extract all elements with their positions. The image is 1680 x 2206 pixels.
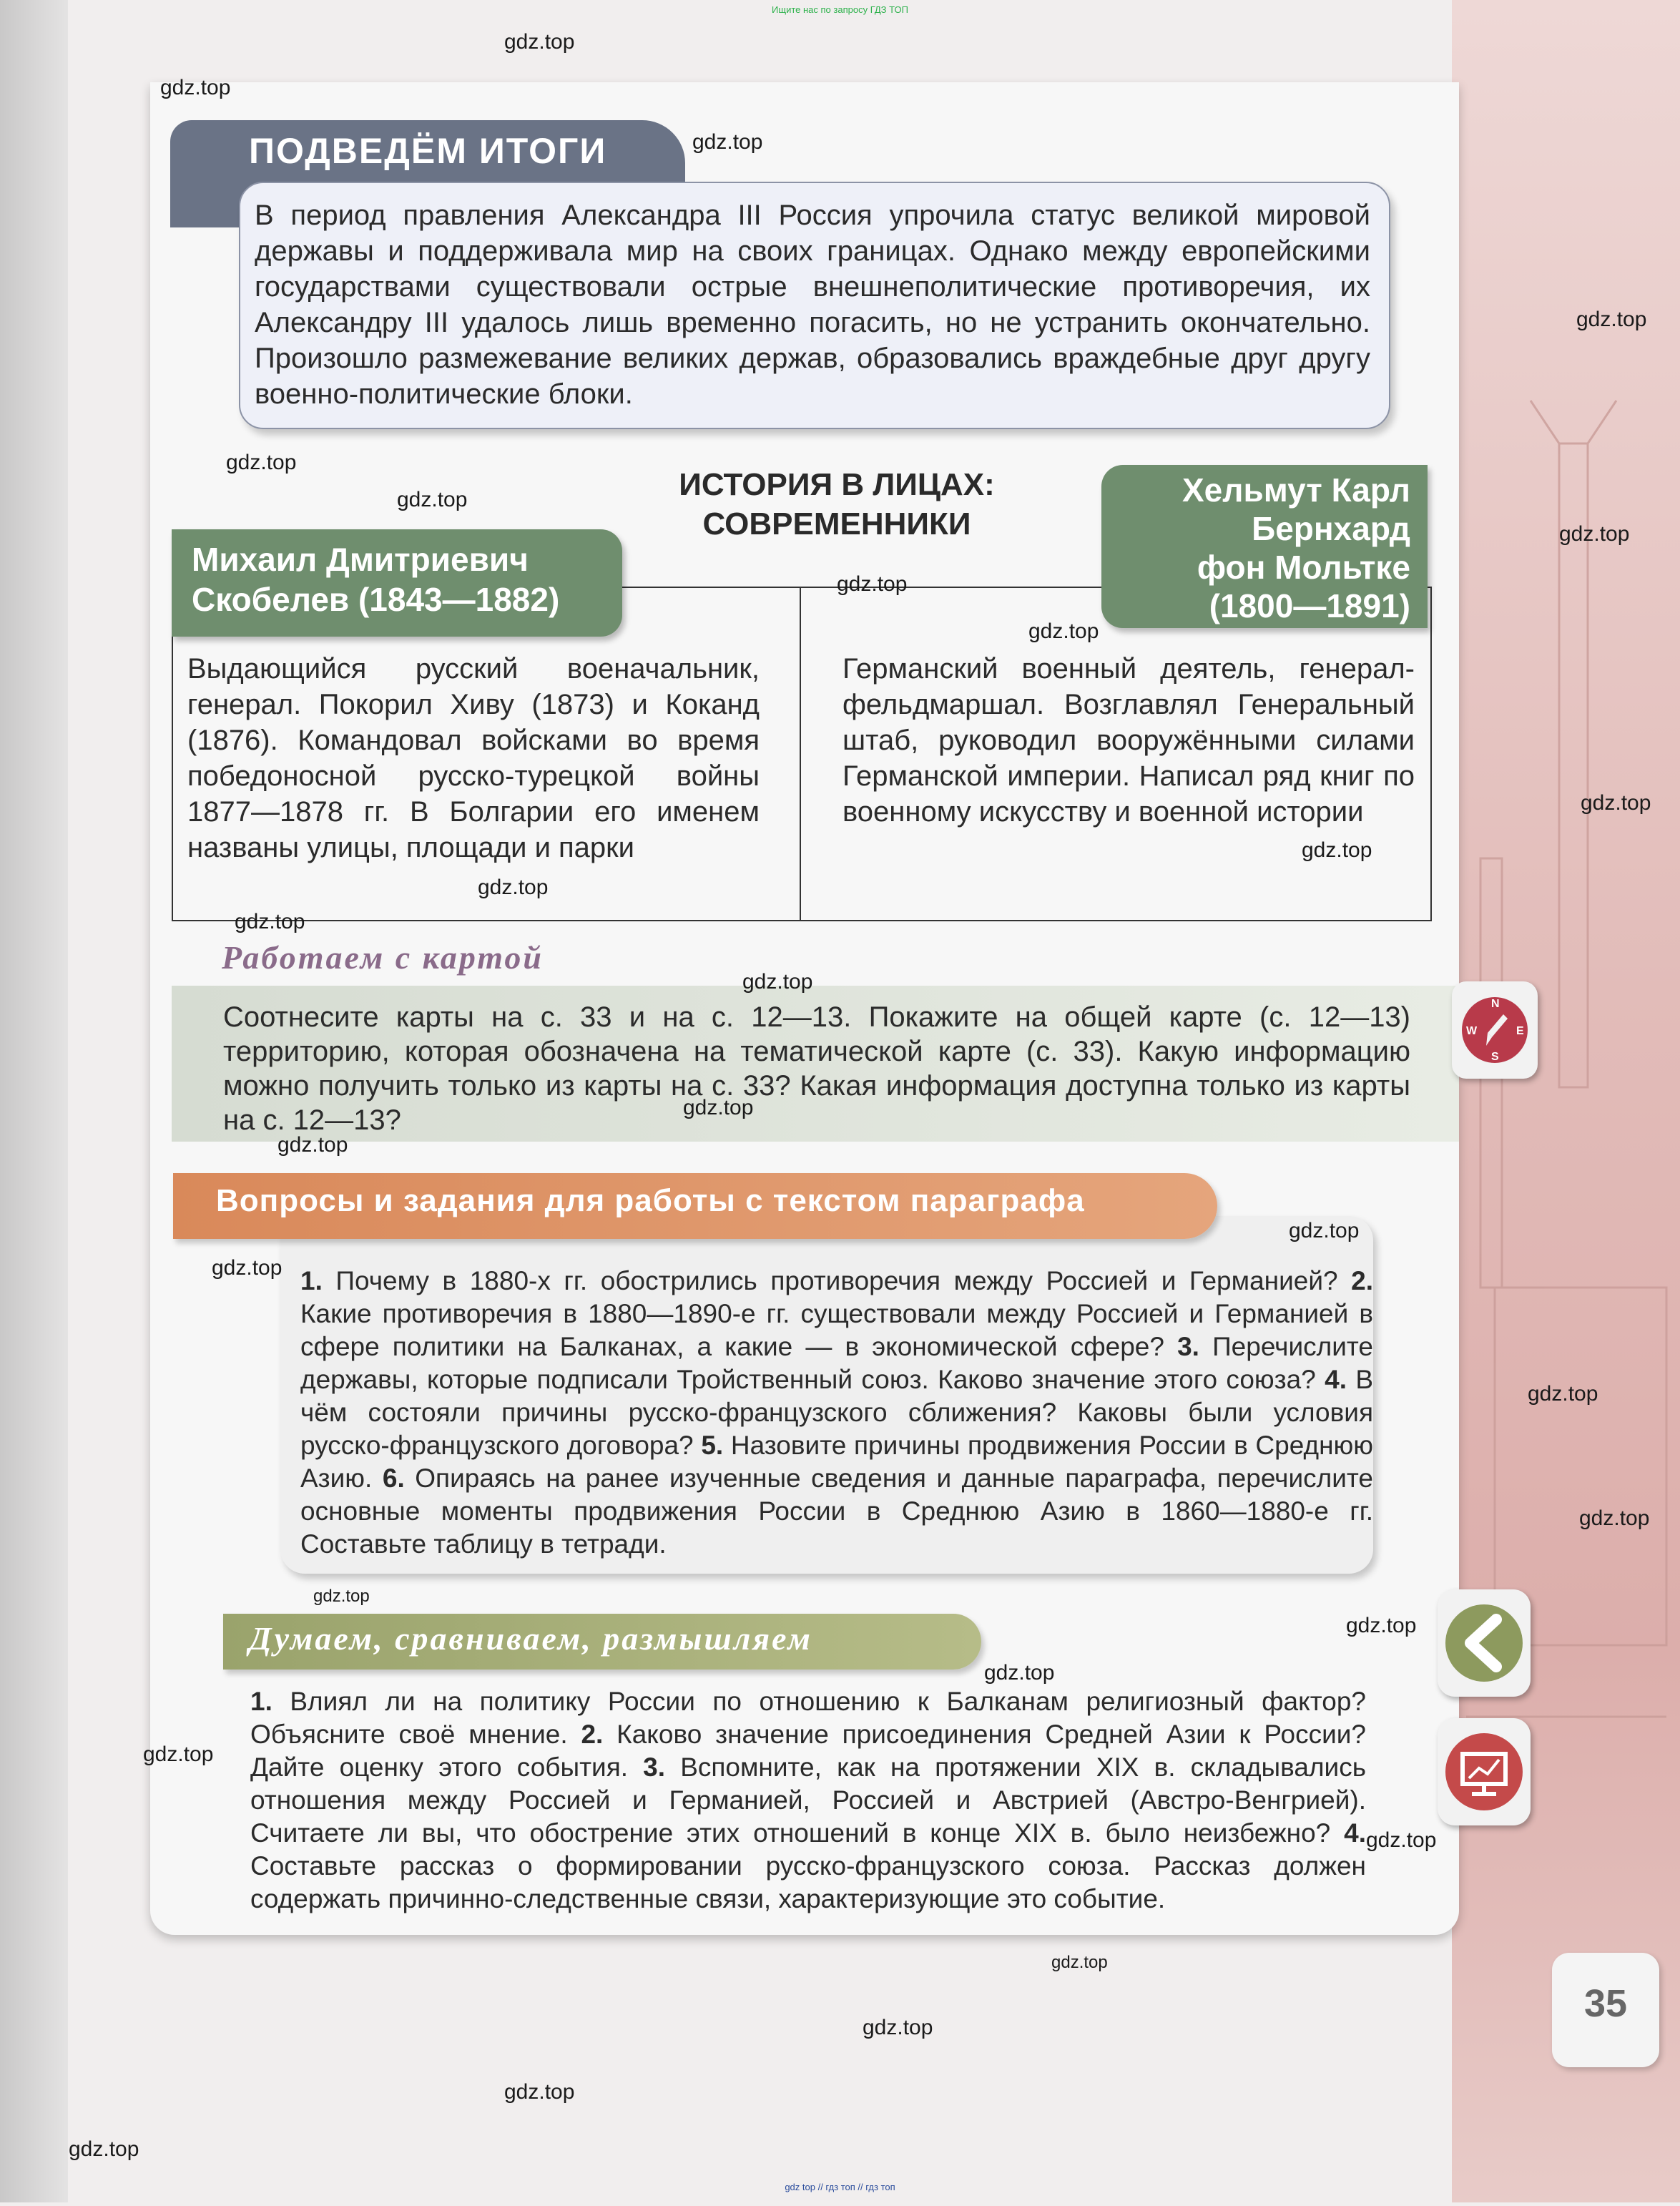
- watermark: gdz.top: [1346, 1614, 1417, 1637]
- person1-bio: Выдающийся русский военачальник, генерал. Покорил Хиву (1873) и Коканд (1876). Командовал войсками во время победоносной русско-турецкой войны 1877—1878 гг. В Болгарии его именем названы улицы, площади и парки: [187, 653, 760, 863]
- watermark: gdz.top: [863, 2016, 933, 2039]
- questions-header: [173, 1173, 1217, 1239]
- summary-text: В период правления Александра III Россия упрочила статус великой мировой державы и поддерживала мир на своих границах. Однако между европейскими государствами существовали острые внешнеполитические противоречия, их Александру III удалось лишь временно погасить, но не устранить окончательно. Произошло размежевание великих держав, образовались враждебные друг другу военно-политические блоки.: [255, 200, 1370, 410]
- thinking-item-text: Каково значение присоединения Средней Азии к России? Дайте оценку этого события.: [250, 1720, 1366, 1782]
- back-button[interactable]: [1438, 1589, 1531, 1697]
- monitor-icon: [1438, 1718, 1531, 1825]
- back-arrow-icon: [1438, 1589, 1531, 1697]
- person2-name: Хельмут Карл Бернхард фон Мольтке (1800—1891): [1182, 471, 1410, 624]
- watermark: gdz.top: [1051, 1953, 1108, 1972]
- question-text: В чём состояли причины русско-французского сближения? Каковы были условия русско-французского договора?: [300, 1365, 1373, 1460]
- question-text: Опираясь на ранее изученные сведения и данные параграфа, перечислите основные моменты продвижения России в Среднюю Азию в 1860—1880-е гг. Составьте таблицу в тетради.: [300, 1464, 1373, 1559]
- background-left-margin: [0, 0, 68, 2202]
- summary-heading: ПОДВЕДЁМ ИТОГИ: [249, 131, 607, 171]
- question-number: 2.: [1351, 1266, 1373, 1295]
- watermark: gdz.top: [1028, 619, 1099, 643]
- person2-name-tag: [1101, 465, 1428, 628]
- person1-name: Михаил Дмитриевич Скобелев (1843—1882): [192, 541, 560, 618]
- watermark: gdz.top: [1302, 838, 1372, 862]
- thinking-header: [223, 1614, 981, 1670]
- watermark: gdz.top: [143, 1742, 214, 1766]
- compass-s: S: [1491, 1051, 1499, 1063]
- watermark: gdz.top: [160, 76, 231, 99]
- thinking-heading: Думаем, сравниваем, размышляем: [249, 1620, 812, 1657]
- page-number: 35: [1583, 1982, 1628, 2025]
- person2-bio: Германский военный деятель, генерал-фельдмаршал. Возглавлял Генеральный штаб, руководил вооружёнными силами Германской империи. Написал ряд книг по военному искусству и военной истории: [843, 653, 1415, 828]
- watermark: gdz.top: [69, 2137, 139, 2161]
- map-task-text: Соотнесите карты на с. 33 и на с. 12—13. Покажите на общей карте (с. 12—13) территорию, которая обозначена на тематической карте (с. 33). Какую информацию можно получить только из карты на с. 33? Какая информация доступна только из карты на с. 12—13?: [223, 1001, 1410, 1136]
- watermark: gdz.top: [692, 130, 763, 154]
- question-number: 6.: [382, 1464, 405, 1493]
- watermark: gdz.top: [1289, 1219, 1360, 1242]
- question-number: 1.: [300, 1266, 323, 1295]
- questions-heading: Вопросы и задания для работы с текстом параграфа: [216, 1183, 1085, 1218]
- watermark: gdz.top: [226, 451, 297, 474]
- thinking-number: 3.: [643, 1752, 666, 1782]
- watermark: gdz.top: [1579, 1506, 1650, 1530]
- watermark: gdz.top: [504, 2080, 575, 2104]
- person1-name-tag: [172, 529, 622, 637]
- top-note: Ищите нас по запросу ГДЗ ТОП: [772, 4, 908, 15]
- question-number: 4.: [1325, 1365, 1347, 1394]
- watermark: gdz.top: [478, 876, 549, 899]
- question-number: 5.: [701, 1431, 724, 1460]
- watermark: gdz.top: [504, 30, 575, 54]
- watermark: gdz.top: [1559, 522, 1630, 546]
- compass-e: E: [1516, 1025, 1524, 1037]
- persons-divider: [800, 587, 801, 921]
- thinking-number: 2.: [581, 1720, 604, 1749]
- question-text: Почему в 1880-х гг. обострились противоречия между Россией и Германией?: [322, 1266, 1352, 1295]
- thinking-item-text: Вспомните, как на протяжении XIX в. складывались отношения между Россией и Германией, Россией и Австрией (Австро-Венгрией). Считаете ли вы, что обострение этих отношений в конце XIX в. было неизбежно?: [250, 1752, 1366, 1848]
- thinking-item-text: Составьте рассказ о формировании русско-французского союза. Рассказ должен содержать причинно-следственные связи, характеризующие это событие.: [250, 1851, 1366, 1913]
- watermark: gdz.top: [1366, 1828, 1437, 1852]
- question-text: Назовите причины продвижения России в Среднюю Азию.: [300, 1431, 1373, 1493]
- bottom-note: gdz top // гдз топ // гдз топ: [785, 2182, 895, 2192]
- watermark: gdz.top: [1528, 1382, 1598, 1406]
- map-task-heading: Работаем с картой: [222, 939, 544, 976]
- questions-text: [300, 1265, 1373, 1561]
- thinking-number: 4.: [1344, 1818, 1366, 1848]
- watermark: gdz.top: [683, 1096, 754, 1119]
- compass-button[interactable]: [1452, 981, 1538, 1079]
- compass-w: W: [1466, 1025, 1478, 1037]
- persons-title: ИСТОРИЯ В ЛИЦАХ: СОВРЕМЕННИКИ: [679, 467, 995, 541]
- presentation-button[interactable]: [1438, 1718, 1531, 1825]
- watermark: gdz.top: [313, 1587, 370, 1606]
- question-text: Перечислите державы, которые подписали Тройственный союз. Каково значение этого союза?: [300, 1332, 1373, 1394]
- watermark: gdz.top: [837, 572, 908, 596]
- watermark: gdz.top: [397, 488, 468, 511]
- watermark: gdz.top: [1581, 791, 1651, 815]
- question-number: 3.: [1177, 1332, 1199, 1361]
- watermark: gdz.top: [984, 1661, 1055, 1685]
- thinking-item-text: Влиял ли на политику России по отношению к Балканам религиозный фактор? Объясните своё мнение.: [250, 1687, 1366, 1749]
- compass-n: N: [1491, 998, 1500, 1010]
- thinking-text: [250, 1685, 1366, 1916]
- page-number-tab: [1552, 1953, 1659, 2067]
- question-text: Какие противоречия в 1880—1890-е гг. существовали между Россией и Германией в сфере политики на Балканах, а какие — в экономической сфере?: [300, 1299, 1373, 1361]
- watermark: gdz.top: [277, 1133, 348, 1157]
- watermark: gdz.top: [235, 910, 305, 933]
- watermark: gdz.top: [212, 1256, 283, 1280]
- thinking-number: 1.: [250, 1687, 272, 1716]
- watermark: gdz.top: [742, 970, 813, 994]
- watermark: gdz.top: [1576, 308, 1647, 331]
- compass-icon: [1452, 981, 1538, 1079]
